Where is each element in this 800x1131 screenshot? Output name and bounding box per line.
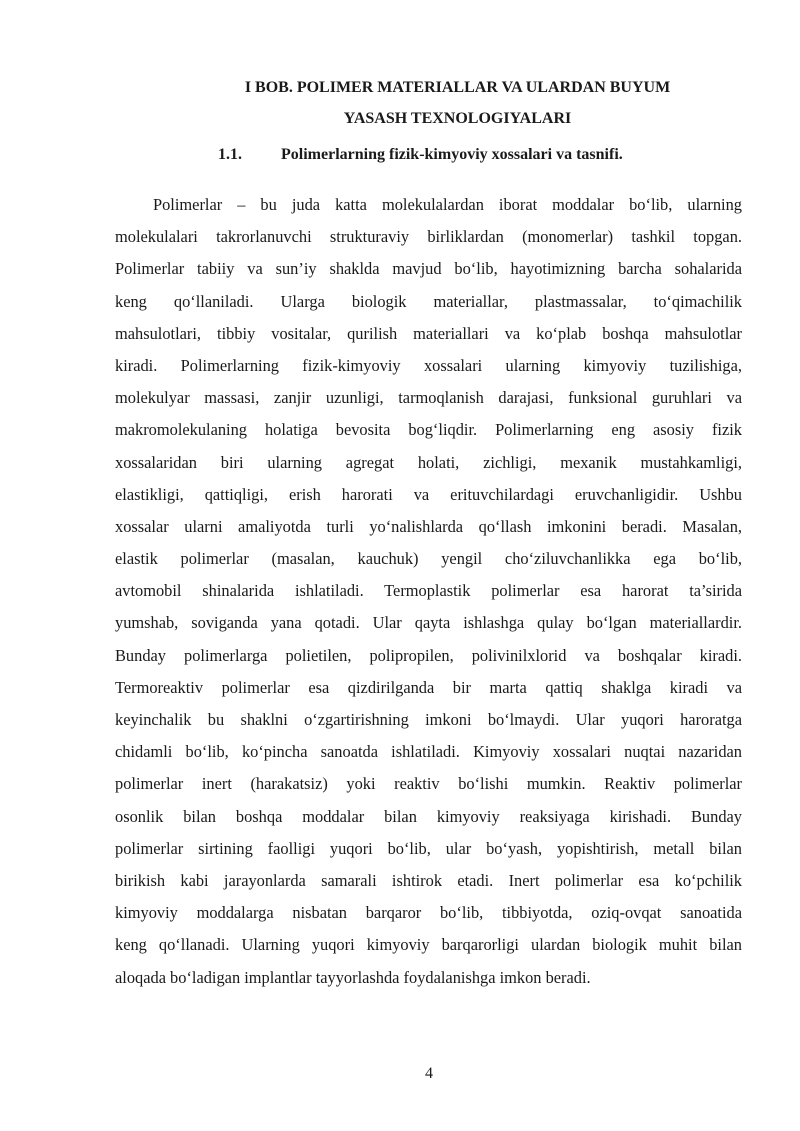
- paragraph-line: avtomobil shinalarida ishlatiladi. Termoplastik polimerlar esa harorat ta’sirida: [115, 581, 742, 601]
- paragraph-line: polimerlar inert (harakatsiz) yoki reaktiv bo‘lishi mumkin. Reaktiv polimerlar: [115, 774, 742, 794]
- paragraph-line: yumshab, soviganda yana qotadi. Ular qayta ishlashga qulay bo‘lgan materiallardir.: [115, 613, 742, 633]
- section-title: Polimerlarning fizik-kimyoviy xossalari va tasnifi.: [281, 146, 623, 163]
- paragraph-line: molekulalari takrorlanuvchi strukturaviy birliklardan (monomerlar) tashkil topgan.: [115, 227, 742, 247]
- paragraph-line: kiradi. Polimerlarning fizik-kimyoviy xossalari ularning kimyoviy tuzilishiga,: [115, 355, 742, 375]
- paragraph-line: mahsulotlari, tibbiy vositalar, qurilish materiallari va ko‘plab boshqa mahsulotlar: [115, 323, 742, 343]
- paragraph-line: keng qo‘llanadi. Ularning yuqori kimyoviy barqarorligi ulardan biologik muhit bilan: [115, 935, 742, 955]
- paragraph-line: molekulyar massasi, zanjir uzunligi, tarmoqlanish darajasi, funksional guruhlari va: [115, 388, 742, 408]
- body-paragraph: [115, 189, 742, 994]
- paragraph-line: polimerlar sirtining faolligi yuqori bo‘lib, ular bo‘yash, yopishtirish, metall bilan: [115, 838, 742, 858]
- section-number: 1.1.: [218, 146, 242, 163]
- chapter-title-line-2: YASASH TEXNOLOGIYALARI: [343, 110, 572, 127]
- paragraph-line: makromolekulaning holatiga bevosita bog‘liqdir. Polimerlarning eng asosiy fizik: [115, 420, 742, 440]
- paragraph-line: xossalar ularni amaliyotda turli yo‘nalishlarda qo‘llash imkonini beradi. Masalan,: [115, 516, 742, 536]
- paragraph-line: Polimerlar tabiiy va sun’iy shaklda mavjud bo‘lib, hayotimizning barcha sohalarida: [115, 259, 742, 279]
- chapter-title-line-1: I BOB. POLIMER MATERIALLAR VA ULARDAN BUYUM: [244, 79, 671, 96]
- paragraph-line: kimyoviy moddalarga nisbatan barqaror bo‘lib, tibbiyotda, oziq-ovqat sanoatida: [115, 903, 742, 923]
- paragraph-line: Termoreaktiv polimerlar esa qizdirilganda bir marta qattiq shaklga kiradi va: [115, 677, 742, 697]
- paragraph-line: xossalaridan biri ularning agregat holati, zichligi, mexanik mustahkamligi,: [115, 452, 742, 472]
- paragraph-line: elastikligi, qattiqligi, erish harorati va erituvchilardagi eruvchanligidir. Ushbu: [115, 484, 742, 504]
- paragraph-line: osonlik bilan boshqa moddalar bilan kimyoviy reaksiyaga kirishadi. Bunday: [115, 806, 742, 826]
- paragraph-line: chidamli bo‘lib, ko‘pincha sanoatda ishlatiladi. Kimyoviy xossalari nuqtai nazaridan: [115, 742, 742, 762]
- paragraph-line: keyinchalik bu shaklni o‘zgartirishning imkoni bo‘lmaydi. Ular yuqori haroratga: [115, 710, 742, 729]
- paragraph-line: keng qo‘llaniladi. Ularga biologik materiallar, plastmassalar, to‘qimachilik: [115, 291, 742, 311]
- paragraph-line: Bunday polimerlarga polietilen, polipropilen, polivinilxlorid va boshqalar kiradi.: [115, 645, 742, 665]
- paragraph-line: aloqada bo‘ladigan implantlar tayyorlashda foydalanishga imkon beradi.: [115, 967, 591, 987]
- section-heading: [218, 141, 623, 169]
- paragraph-line: Polimerlar – bu juda katta molekulalardan iborat moddalar bo‘lib, ularning: [153, 195, 742, 214]
- paragraph-line: elastik polimerlar (masalan, kauchuk) yengil cho‘ziluvchanlikka ega bo‘lib,: [115, 549, 742, 569]
- page-number: 4: [425, 1065, 433, 1082]
- paragraph-line: birikish kabi jarayonlarda samarali ishtirok etadi. Inert polimerlar esa ko‘pchilik: [115, 870, 742, 890]
